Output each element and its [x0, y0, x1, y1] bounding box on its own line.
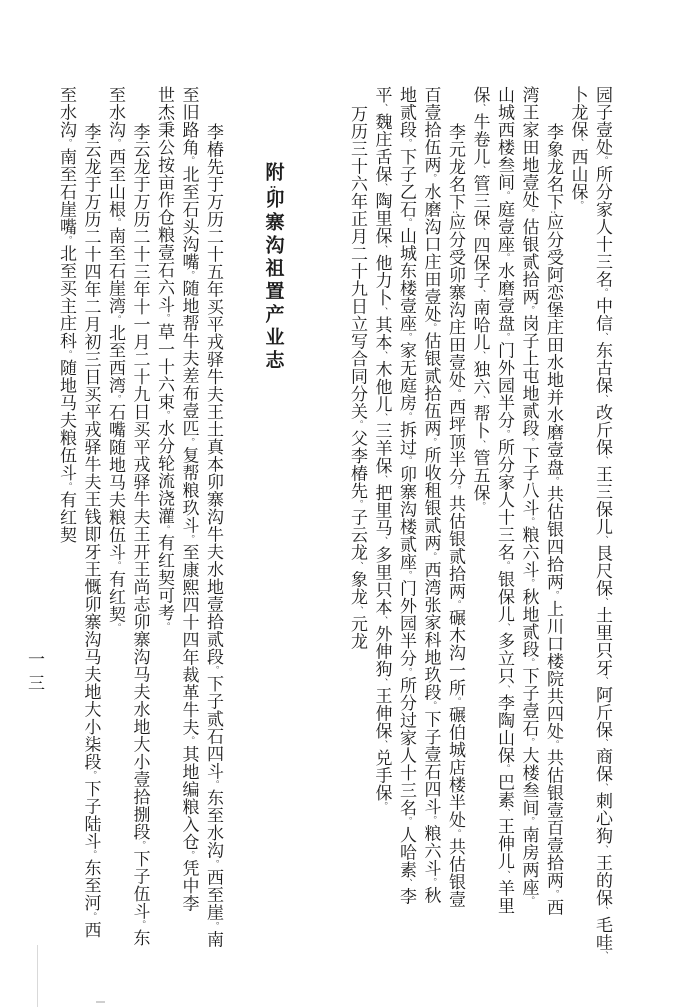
- text-column: 湾王家田地壹处。估银贰拾两。岗子上屯地贰段。下子八斗。粮六斗。秋地贰段。下子壹石。大楼叁间。南房两座。: [518, 86, 539, 906]
- text-column: 百壹拾伍两。水磨沟口庄田壹处。估银贰拾伍两。所收租银贰两。西湾张家科地玖段。下子壹石四斗。粮六斗。秋: [420, 86, 441, 905]
- text-column-li-yunlong-1: 李云龙于万历二十三年十一月二十九日买平戎驿牛夫王开王尚志卯寨沟马夫水地大小壹拾捌段。下子伍斗。东: [129, 123, 150, 947]
- text-column-li-chunxian: 李椿先于万历二十五年买平戎驿牛夫王土真本卯寨沟牛夫水地壹拾贰段。下子贰石四斗。东至水沟。西至崖。南: [203, 123, 223, 948]
- text-column-li-yunlong-2: 李云龙于万历二十四年二月初三日买平戎驿牛夫王钱即牙王慨卯寨沟马夫地大小柒段。下子陆斗。东至河。西: [80, 123, 101, 939]
- text-column: 山城西楼叁间。庭壹座。水磨壹盘。门外园半分。所分家人十三名。银保儿、多立只、李陶山保。巴素、王伸儿、羊里: [494, 86, 514, 915]
- text-column: 平、魏庄舌保、陶里保、他力卜、其本、木他儿、三羊保、把里马、多里只本、外伸狗、王伸保、兑手保。: [371, 86, 392, 811]
- text-column: 至水沟。西至山根。南至石崖湾。北至西湾。石嘴随地马夫粮伍斗。有红契。: [105, 86, 125, 633]
- text-column: 世杰秉公按亩作仓粮壹石六斗。草一十六束。水分轮流浇灌。有红契可考。: [154, 86, 174, 631]
- text-column: 地贰段。下子乙石。山城东楼壹座。家无庭房。拆过。卯寨沟楼贰座。门外园半分。所分过家人十三名。人哈素、李: [396, 86, 416, 906]
- text-column: 卜龙保、西山保。: [567, 86, 588, 210]
- scan-artifact-mark: [96, 1001, 105, 1003]
- text-column: 园子壹处。所分家人十三名。中信、东古保、改斤保、王三保儿、艮尺保、土里只牙、阿斤保、商保、刺心狗、王的保、毛哇、: [592, 86, 612, 961]
- text-column-li-xianglong: 李象龙名下:应分受阿恋堡庄田水地并水磨壹盘。共估银四拾两。上川口楼院共四处。共估银壹百壹拾两。西: [543, 123, 563, 917]
- text-column: 保、牛卷儿、管三保、四保子、南哈儿、独六、帮卜、管五保。: [469, 86, 490, 511]
- text-column: 至水沟。南至石崖嘴。北至买主庄科。随地马夫粮伍斗。有红契: [56, 86, 76, 544]
- appendix-title: 附:卯寨沟祖置产业志: [262, 162, 285, 373]
- text-column: 至旧路角。北至石头沟嘴。随地帮牛夫差布壹匹。复帮粮玖斗。至康熙四十四年裁革牛夫。其地编粮入仓。凭中李: [178, 86, 199, 913]
- text-column-date-signature: 万历三十六年正月二十九日立写合同分关。父李椿先。子云龙、象龙、元龙: [347, 105, 367, 650]
- vertical-text-block: [54, 86, 615, 960]
- page-number: 一三: [24, 650, 44, 698]
- scan-artifact-line: [37, 945, 38, 1007]
- text-column-li-yuanlong: 李元龙名下:应分受卯寨沟庄田壹处。西坪顶半分。共估银贰拾两。碾木沟一所。碾伯城店楼半处。共估银壹: [445, 123, 465, 908]
